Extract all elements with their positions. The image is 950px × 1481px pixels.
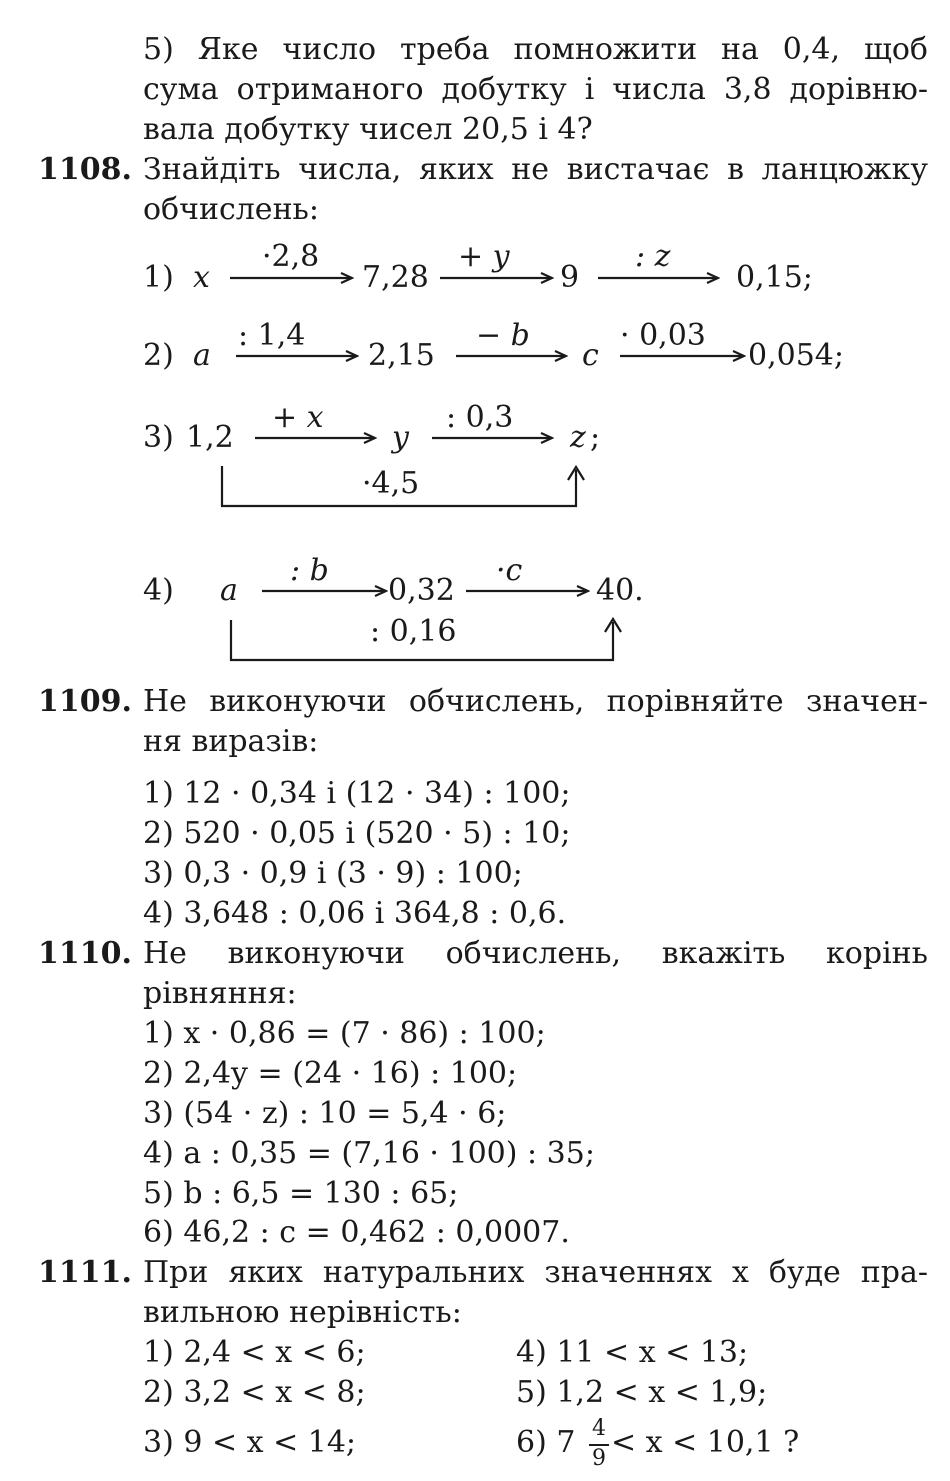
- p1111-item-4: 4) 11 < x < 13;: [516, 1335, 749, 1370]
- chain-1-op-3: : z: [635, 239, 671, 274]
- p1107-line-2: сума отриманого добутку і числа 3,8 дорівню-: [143, 72, 928, 107]
- p1108-line-1: Знайдіть числа, яких не вистачає в ланцюжку: [143, 152, 928, 187]
- p1107-line-3: вала добутку чисел 20,5 і 4?: [143, 112, 593, 147]
- chain-2-op-1: : 1,4: [238, 318, 306, 353]
- chain-3: [143, 400, 600, 506]
- chain-2-value-1: 2,15: [368, 338, 435, 373]
- chain-4-op-2: ·c: [496, 553, 523, 588]
- p1111-item-3: 3) 9 < x < 14;: [143, 1425, 357, 1460]
- p1109-item-3: 3) 0,3 · 0,9 і (3 · 9) : 100;: [143, 856, 523, 891]
- chain-4-end: 40.: [596, 573, 644, 608]
- chain-3-label: 3): [143, 420, 174, 455]
- chain-4-loop-op: : 0,16: [370, 614, 457, 649]
- chain-4-value-1: 0,32: [388, 573, 455, 608]
- chain-4-label: 4): [143, 573, 174, 608]
- p1110-item-1: 1) x · 0,86 = (7 · 86) : 100;: [143, 1016, 546, 1051]
- problem-number-1111: 1111.: [38, 1255, 132, 1290]
- p1111-item-2: 2) 3,2 < x < 8;: [143, 1375, 366, 1410]
- problem-number-1108: 1108.: [38, 152, 132, 187]
- chain-2-op-3: · 0,03: [620, 318, 706, 353]
- chain-1: [143, 239, 813, 295]
- chain-3-value-1: y: [392, 420, 409, 455]
- p1110-item-5: 5) b : 6,5 = 130 : 65;: [143, 1176, 459, 1211]
- p1108-line-2: обчислень:: [143, 192, 320, 227]
- p1111-item-5: 5) 1,2 < x < 1,9;: [516, 1375, 768, 1410]
- p1110-item-2: 2) 2,4y = (24 · 16) : 100;: [143, 1056, 518, 1091]
- p1107-line-1: 5) Яке число треба помножити на 0,4, щоб: [143, 32, 928, 67]
- p1110-line-1: Не виконуючи обчислень, вкажіть корінь: [143, 936, 928, 971]
- p1109-item-2: 2) 520 · 0,05 і (520 · 5) : 10;: [143, 816, 571, 851]
- p1110-item-4: 4) a : 0,35 = (7,16 · 100) : 35;: [143, 1136, 595, 1171]
- p1111-item-6: [516, 1423, 799, 1463]
- chain-2-start: a: [193, 338, 211, 373]
- p1111-item-6-suffix: < x < 10,1 ?: [601, 1425, 800, 1460]
- chain-3-end-punct: ;: [590, 420, 601, 455]
- p1109-item-4: 4) 3,648 : 0,06 і 364,8 : 0,6.: [143, 896, 567, 931]
- p1110-item-6: 6) 46,2 : c = 0,462 : 0,0007.: [143, 1215, 570, 1250]
- chain-4: [143, 553, 644, 660]
- chain-3-op-1: + x: [272, 400, 324, 435]
- problem-number-1110: 1110.: [38, 936, 132, 971]
- p1110-line-2: рівняння:: [143, 976, 297, 1011]
- chain-1-label: 1): [143, 260, 174, 295]
- p1111-line-2: вильною нерівність:: [143, 1295, 462, 1330]
- chain-2: [143, 318, 844, 373]
- chain-1-end: 0,15;: [736, 260, 813, 295]
- p1111-line-1: При яких натуральних значеннях x буде пра-: [143, 1255, 928, 1290]
- chain-4-start: a: [220, 573, 238, 608]
- problem-number-1109: 1109.: [38, 684, 132, 719]
- chain-2-value-2: c: [582, 338, 599, 373]
- chain-1-value-2: 9: [560, 260, 580, 295]
- chain-3-op-2: : 0,3: [446, 400, 514, 435]
- p1111-item-6-prefix: 6) 7: [516, 1425, 576, 1460]
- mixed-fraction-numerator: 4: [592, 1416, 606, 1441]
- p1109-line-2: ня виразів:: [143, 724, 319, 759]
- chain-3-loop-op: ·4,5: [362, 466, 420, 501]
- p1110-item-3: 3) (54 · z) : 10 = 5,4 · 6;: [143, 1096, 507, 1131]
- chain-2-end: 0,054;: [748, 338, 844, 373]
- chain-3-start: 1,2: [186, 420, 234, 455]
- chain-4-op-1: : b: [290, 553, 329, 588]
- chain-1-start: x: [193, 260, 210, 295]
- chain-2-op-2: − b: [476, 318, 530, 353]
- mixed-fraction-denominator: 9: [592, 1446, 606, 1471]
- p1111-item-1: 1) 2,4 < x < 6;: [143, 1335, 366, 1370]
- chain-1-op-2: + y: [458, 239, 510, 274]
- p1109-line-1: Не виконуючи обчислень, порівняйте значен-: [143, 684, 928, 719]
- p1109-item-1: 1) 12 · 0,34 і (12 · 34) : 100;: [143, 776, 571, 811]
- chain-3-end: z: [570, 420, 586, 455]
- chain-1-value-1: 7,28: [362, 260, 429, 295]
- chain-2-label: 2): [143, 338, 174, 373]
- chain-1-op-1: ·2,8: [262, 239, 320, 274]
